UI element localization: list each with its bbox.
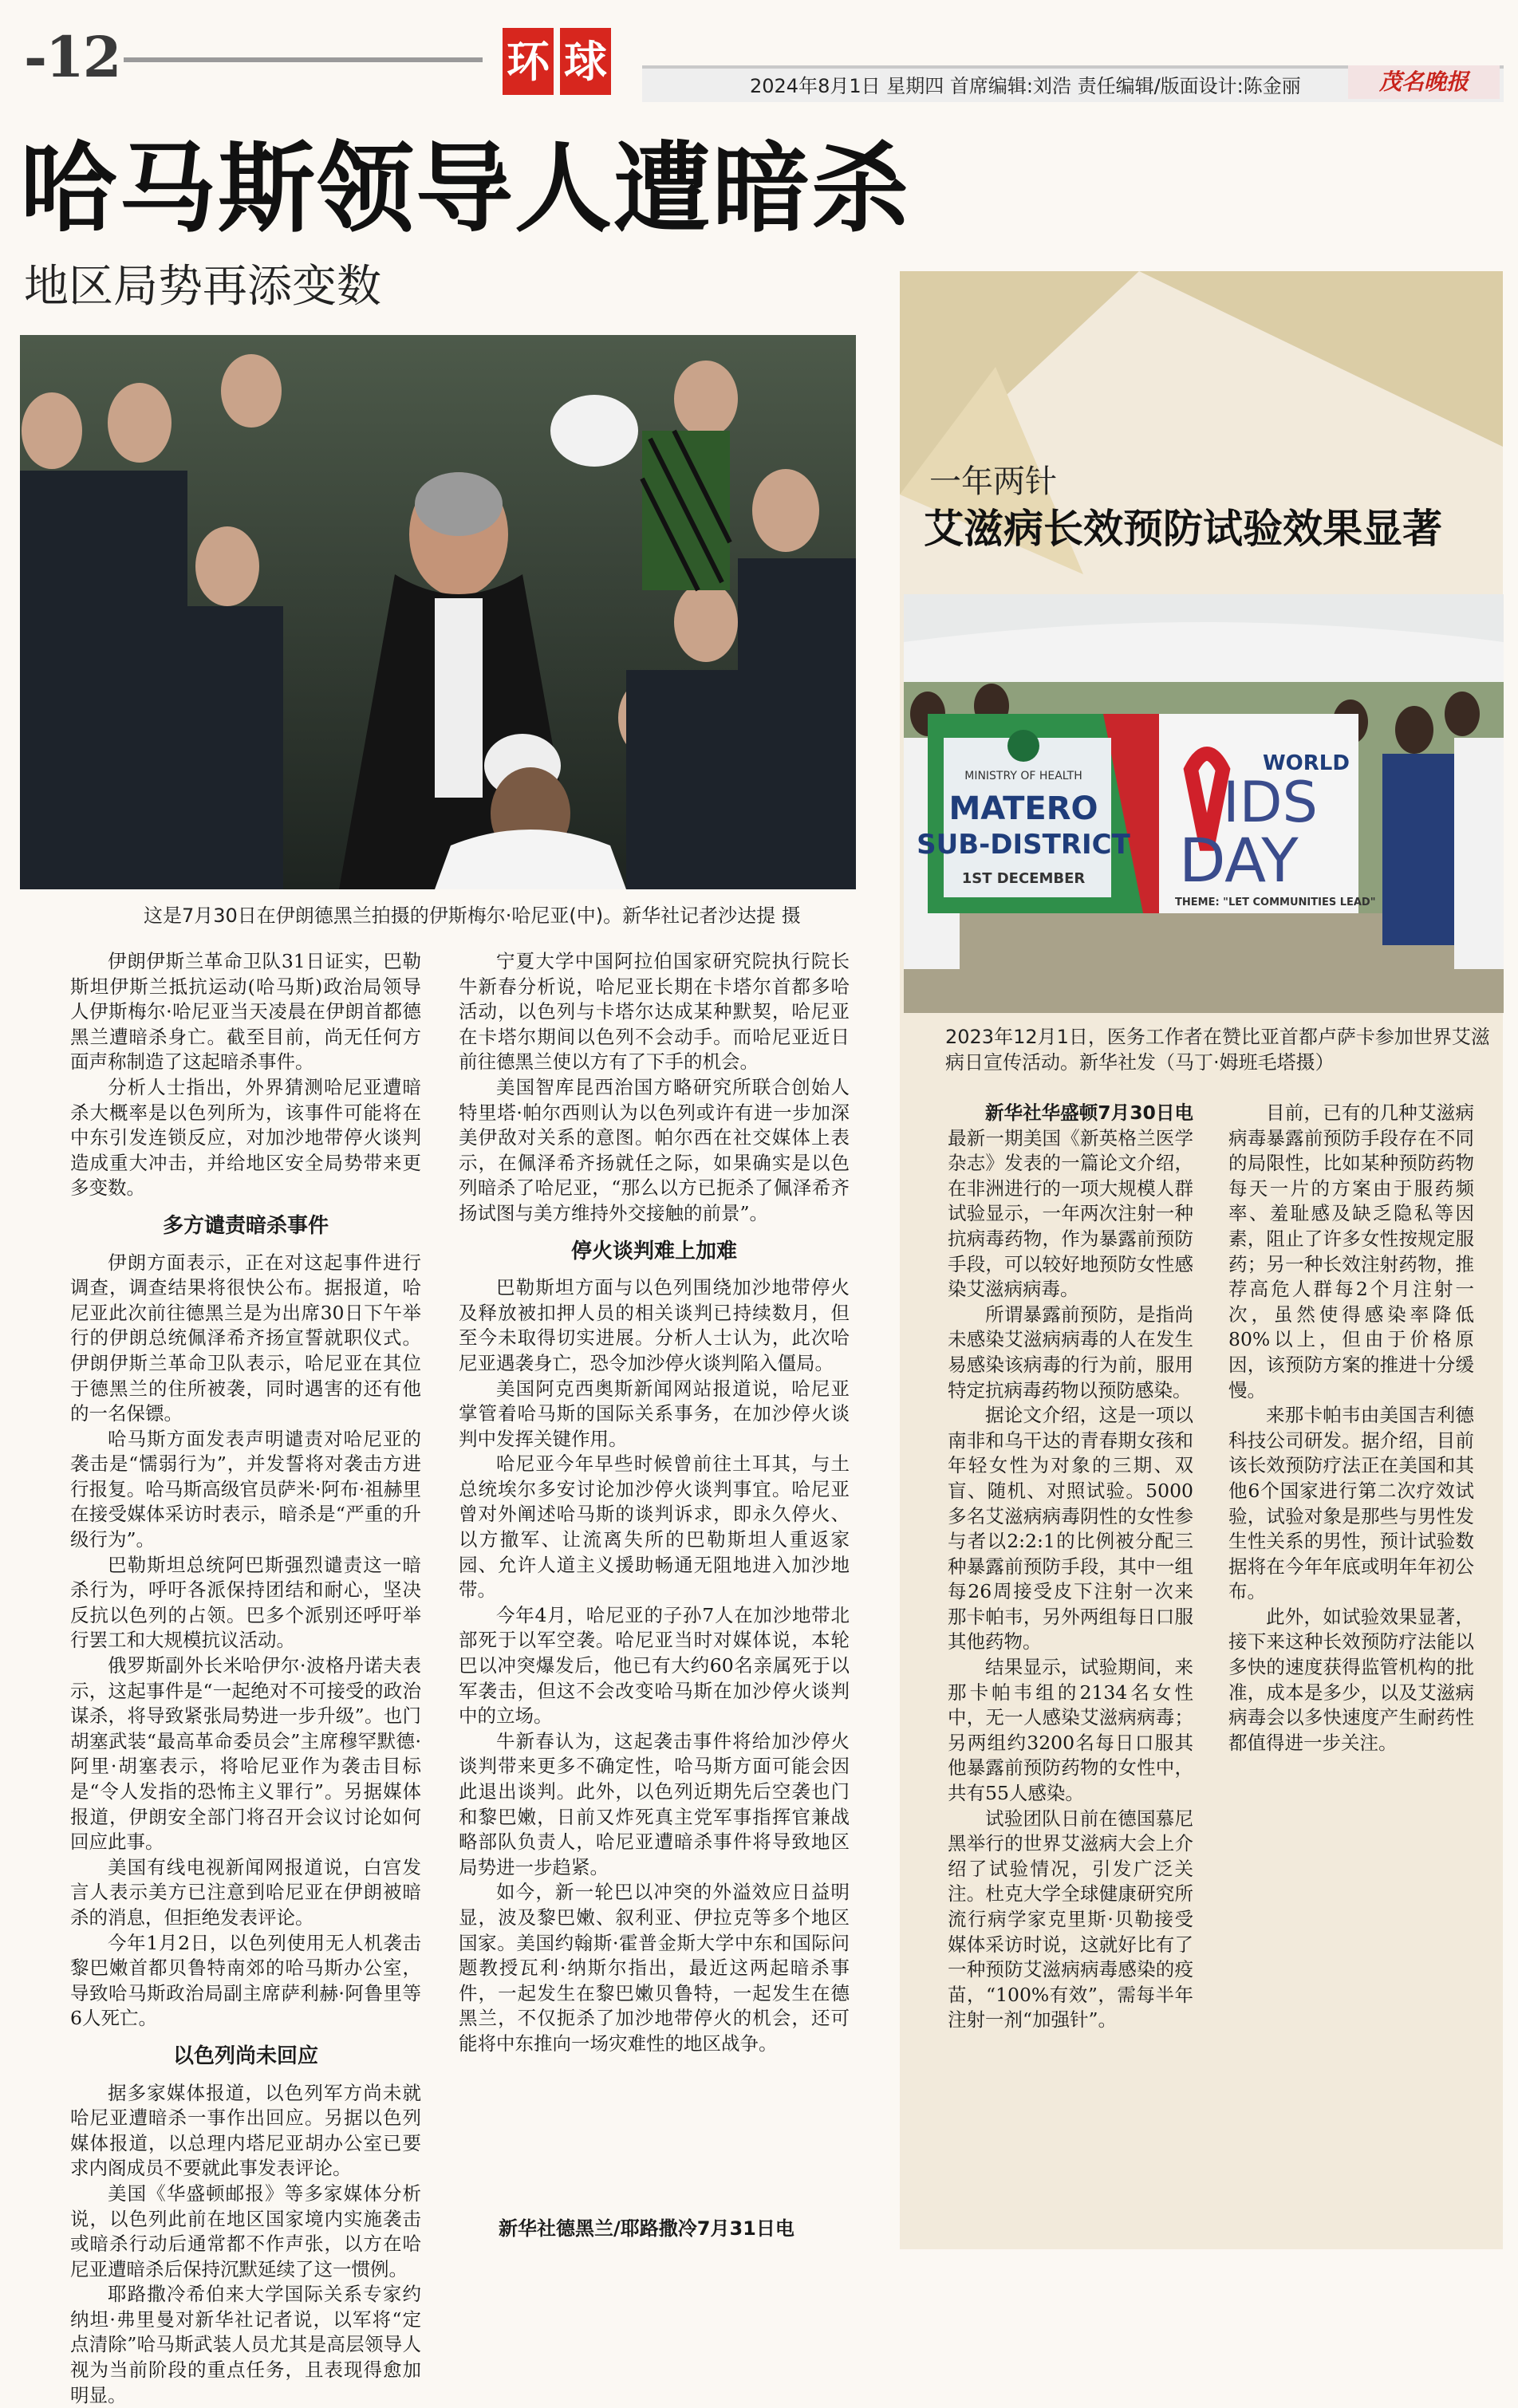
paragraph: 所谓暴露前预防，是指尚未感染艾滋病病毒的人在发生易感染该病毒的行为前，服用特定抗病毒药物以预防感染。 (948, 1303, 1193, 1401)
banner-text: SUB-DISTRICT (917, 829, 1130, 861)
article-dateline: 新华社德黑兰/耶路撒冷7月31日电 (499, 2217, 794, 2240)
banner-text: DAY (1179, 825, 1299, 896)
paragraph: 哈尼亚今年早些时候曾前往土耳其，与土总统埃尔多安讨论加沙停火谈判事宜。哈尼亚曾对外阐述哈马斯的谈判诉求，即永久停火、以方撤军、让流离失所的巴勒斯坦人重返家园、允许人道主义援助畅通无阻地进入加沙地带。 (459, 1452, 850, 1602)
paragraph: 此外，如试验效果显著，接下来这种长效预防疗法能以多快的速度获得监管机构的批准，成本是多少，以及艾滋病病毒会以多快速度产生耐药性都值得进一步关注。 (1228, 1605, 1474, 1754)
section-heading: 停火谈判难上加难 (570, 1239, 737, 1263)
paragraph: 巴勒斯坦方面与以色列围绕加沙地带停火及释放被扣押人员的相关谈判已持续数月，但至今未取得切实进展。分析人士认为，此次哈尼亚遇袭身亡，恐令加沙停火谈判陷入僵局。 (459, 1276, 850, 1374)
paragraph: 今年4月，哈尼亚的子孙7人在加沙地带北部死于以军空袭。哈尼亚当时对媒体说，本轮巴以冲突爆发后，他已有大约60名亲属死于以军袭击，但这不会改变哈马斯在加沙停火谈判中的立场。 (459, 1603, 850, 1728)
banner-text: MATERO (948, 790, 1098, 827)
banner-text: WORLD (1263, 751, 1350, 775)
header-rule (124, 57, 483, 62)
paragraph: 据论文介绍，这是一项以南非和乌干达的青春期女孩和年轻女性为对象的三期、双盲、随机、对照试验。5000多名艾滋病病毒阴性的女性参与者以2:2:1的比例被分配三种暴露前预防手段，其中一组每26周接受皮下注射一次来那卡帕韦，另外两组每日口服其他药物。 (948, 1404, 1193, 1653)
paragraph: 试验团队日前在德国慕尼黑举行的世界艾滋病大会上介绍了试验情况，引发广泛关注。杜克大学全球健康研究所流行病学家克里斯·贝勒接受媒体采访时说，这就好比有了一种预防艾滋病病毒感染的疫苗，“100%有效”，需每半年注射一剂“加强针”。 (948, 1807, 1193, 2032)
paragraph-text: 最新一期美国《新英格兰医学杂志》发表的一篇论文介绍，在非洲进行的一项大规模人群试验显示，一年两次注射一种抗病毒药物，作为暴露前预防手段，可以较好地预防女性感染艾滋病病毒。 (948, 1126, 1193, 1301)
section-char-2: 球 (560, 28, 611, 95)
paragraph: 美国阿克西奥斯新闻网站报道说，哈尼亚掌管着哈马斯的国际关系事务，在加沙停火谈判中发挥关键作用。 (459, 1377, 850, 1450)
banner-text: 1ST DECEMBER (961, 870, 1086, 887)
article-column-1 (70, 949, 421, 2408)
paragraph: 巴勒斯坦总统阿巴斯强烈谴责这一暗杀行为，呼吁各派保持团结和耐心，坚决反抗以色列的占领。巴多个派别还呼吁举行罢工和大规模抗议活动。 (70, 1553, 421, 1652)
paragraph: 哈马斯方面发表声明谴责对哈尼亚的袭击是“懦弱行为”，并发誓将对袭击方进行报复。哈马斯高级官员萨米·阿布·祖赫里在接受媒体采访时表示，暗杀是“严重的升级行为”。 (70, 1427, 421, 1551)
paragraph: 美国有线电视新闻网报道说，白宫发言人表示美方已注意到哈尼亚在伊朗被暗杀的消息，但拒绝发表评论。 (70, 1855, 421, 1929)
paragraph: 今年1月2日，以色列使用无人机袭击黎巴嫩首都贝鲁特南郊的哈马斯办公室，导致哈马斯政治局副主席萨利赫·阿鲁里等6人死亡。 (70, 1931, 421, 2030)
header-info: 2024年8月1日 星期四 首席编辑:刘浩 责任编辑/版面设计:陈金丽 (750, 75, 1301, 97)
paragraph (948, 1101, 1193, 1303)
section-heading: 多方谴责暗杀事件 (162, 1213, 329, 1238)
paragraph: 美国智库昆西治国方略研究所联合创始人特里塔·帕尔西则认为以色列或许有进一步加深美伊敌对关系的意图。帕尔西在社交媒体上表示，在佩泽希齐扬就任之际，如果确实是以色列暗杀了哈尼亚，“那么以方已扼杀了佩泽希齐扬试图与美方维持外交接触的前景”。 (459, 1075, 850, 1224)
paragraph: 宁夏大学中国阿拉伯国家研究院执行院长牛新春分析说，哈尼亚长期在卡塔尔首都多哈活动，以色列与卡塔尔达成某种默契，哈尼亚在卡塔尔期间以色列不会动手。而哈尼亚近日前往德黑兰使以方有了下手的机会。 (459, 950, 850, 1074)
paragraph: 来那卡帕韦由美国吉利德科技公司研发。据介绍，目前该长效预防疗法正在美国和其他6个国家进行第二次疗效试验，试验对象是那些与男性发生性关系的男性，预计试验数据将在今年年底或明年年初公布。 (1228, 1404, 1474, 1603)
paragraph: 耶路撒冷希伯来大学国际关系专家约纳坦·弗里曼对新华社记者说，以军将“定点清除”哈马斯武装人员尤其是高层领导人视为当前阶段的重点任务，且表现得愈加明显。 (70, 2283, 421, 2406)
crowd-photo-illustration (20, 335, 856, 889)
main-photo-caption: 这是7月30日在伊朗德黑兰拍摄的伊斯梅尔·哈尼亚(中)。新华社记者沙达提 摄 (144, 904, 801, 927)
banner-text: MINISTRY OF HEALTH (964, 770, 1082, 782)
section-heading: 以色列尚未回应 (172, 2043, 318, 2068)
article-lead: 新华社华盛顿7月30日电 (985, 1102, 1193, 1124)
side-photo-caption: 2023年12月1日，医务工作者在赞比亚首都卢萨卡参加世界艾滋病日宣传活动。新华社发（马丁·姆班毛塔摄） (945, 1026, 1490, 1074)
article-column-2 (459, 949, 850, 2057)
subheadline: 地区局势再添变数 (24, 261, 381, 313)
paragraph: 目前，已有的几种艾滋病病毒暴露前预防手段存在不同的局限性，比如某种预防药物每天一片的方案由于服药频率、羞耻感及缺乏隐私等因素，阻止了许多女性按规定服药；另一种长效注射药物，推荐高危人群每2个月注射一次，虽然使得感染率降低80%以上，但由于价格原因，该预防方案的推进十分缓慢。 (1228, 1102, 1474, 1401)
section-tag (503, 28, 622, 100)
side-article-column-2 (1228, 1101, 1474, 1756)
paragraph: 据多家媒体报道，以色列军方尚未就哈尼亚遭暗杀一事作出回应。另据以色列媒体报道，以总理内塔尼亚胡办公室已要求内阁成员不要就此事发表评论。 (70, 2081, 421, 2180)
side-photo (904, 594, 1504, 1013)
aids-day-parade-illustration (904, 594, 1504, 1013)
banner-text: IDS (1223, 770, 1318, 835)
paragraph: 牛新春认为，这起袭击事件将给加沙停火谈判带来更多不确定性，哈马斯方面可能会因此退出谈判。此外，以色列近期先后空袭也门和黎巴嫩，日前又炸死真主党军事指挥官兼战略部队负责人，哈尼亚遭暗杀事件将导致地区局势进一步趋紧。 (459, 1729, 850, 1878)
main-photo (20, 335, 856, 889)
paragraph: 分析人士指出，外界猜测哈尼亚遭暗杀大概率是以色列所为，该事件可能将在中东引发连锁反应，对加沙地带停火谈判造成重大冲击，并给地区安全局势带来更多变数。 (70, 1075, 421, 1200)
side-article-column-1 (948, 1101, 1193, 2033)
paragraph: 伊朗伊斯兰革命卫队31日证实，巴勒斯坦伊斯兰抵抗运动(哈马斯)政治局领导人伊斯梅尔·哈尼亚当天凌晨在伊朗首都德黑兰遭暗杀身亡。截至目前，尚无任何方面声称制造了这起暗杀事件。 (70, 950, 421, 1074)
paragraph: 结果显示，试验期间，来那卡帕韦组的2134名女性中，无一人感染艾滋病病毒；另两组约3200名每日口服其他暴露前预防药物的女性中，共有55人感染。 (948, 1656, 1193, 1805)
page-number: -12 (24, 24, 120, 90)
side-article-title: 艾滋病长效预防试验效果显著 (924, 506, 1442, 552)
headline: 哈马斯领导人遭暗杀 (20, 132, 910, 246)
paragraph: 美国《华盛顿邮报》等多家媒体分析说，以色列此前在地区国家境内实施袭击或暗杀行动后通常都不作声张，以方在哈尼亚遭暗杀后保持沉默延续了这一惯例。 (70, 2181, 421, 2280)
side-article-kicker: 一年两针 (929, 463, 1057, 500)
section-char-1: 环 (503, 28, 554, 95)
paragraph: 俄罗斯副外长米哈伊尔·波格丹诺夫表示，这起事件是“一起绝对不可接受的政治谋杀，将导致紧张局势进一步升级”。也门胡塞武装“最高革命委员会”主席穆罕默德·阿里·胡塞表示，将哈尼亚作为袭击目标是“令人发指的恐怖主义罪行”。另据媒体报道，伊朗安全部门将召开会议讨论如何回应此事。 (70, 1654, 421, 1854)
newspaper-logo: 茂名晚报 (1348, 65, 1500, 99)
banner-text: THEME: "LET COMMUNITIES LEAD" (1175, 897, 1376, 908)
paragraph: 如今，新一轮巴以冲突的外溢效应日益明显，波及黎巴嫩、叙利亚、伊拉克等多个地区国家。美国约翰斯·霍普金斯大学中东和国际问题教授瓦利·纳斯尔指出，最近这两起暗杀事件，一起发生在黎巴嫩贝鲁特，一起发生在德黑兰，不仅扼杀了加沙地带停火的机会，还可能将中东推向一场灾难性的地区战争。 (459, 1881, 850, 2055)
paragraph: 伊朗方面表示，正在对这起事件进行调查，调查结果将很快公布。据报道，哈尼亚此次前往德黑兰是为出席30日下午举行的伊朗总统佩泽希齐扬宣誓就职仪式。伊朗伊斯兰革命卫队表示，哈尼亚在其位于德黑兰的住所被袭，同时遇害的还有他的一名保镖。 (70, 1251, 421, 1425)
